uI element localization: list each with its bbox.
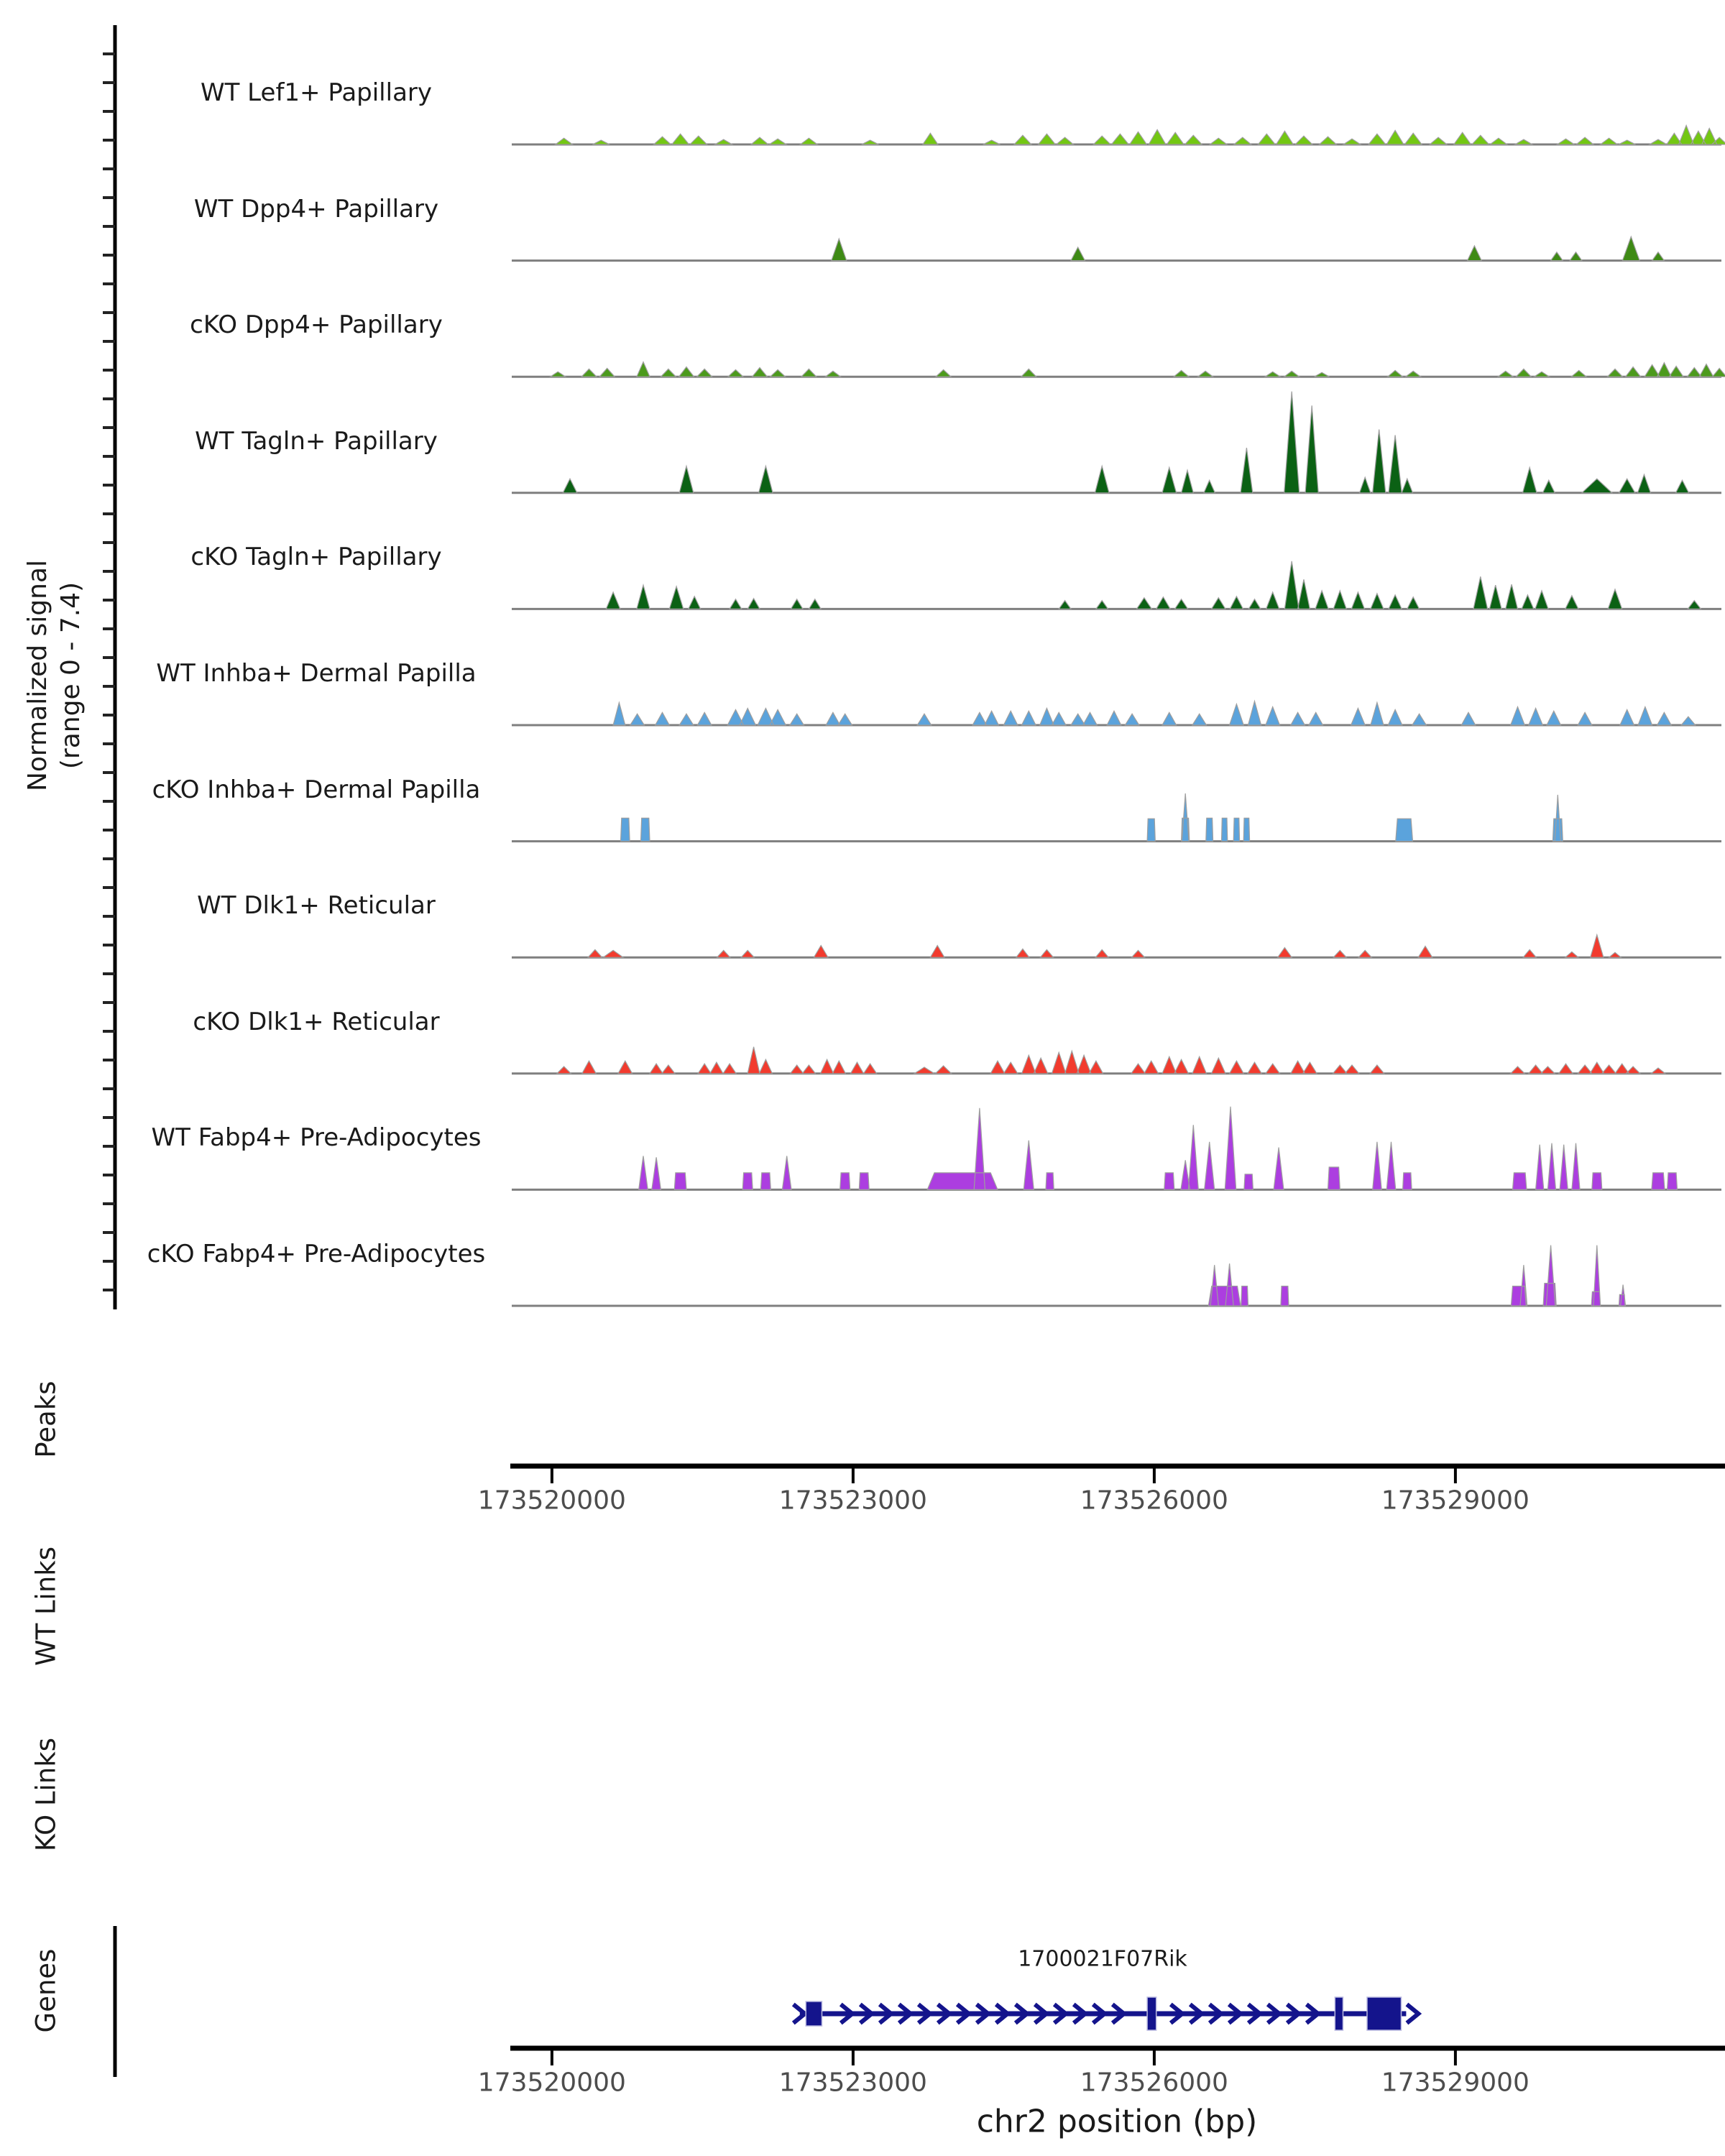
track-label: cKO Dlk1+ Reticular [193, 1007, 440, 1036]
section-label-genes: Genes [30, 1948, 62, 2033]
axis-tick-label: 173523000 [778, 2068, 927, 2098]
section-label-ko-links: KO Links [30, 1737, 62, 1852]
x-axis-label: chr2 position (bp) [976, 2103, 1258, 2140]
section-label-peaks: Peaks [30, 1381, 62, 1458]
track-label: WT Tagln+ Papillary [195, 426, 438, 456]
section-label-wt-links: WT Links [30, 1547, 62, 1666]
track-label: WT Inhba+ Dermal Papilla [156, 659, 477, 688]
axis-tick-label: 173526000 [1080, 1485, 1228, 1516]
axis-tick-label: 173520000 [477, 1485, 626, 1516]
track-label: cKO Tagln+ Papillary [190, 543, 442, 572]
track-label: cKO Fabp4+ Pre-Adipocytes [147, 1240, 486, 1268]
gene-name-label: 1700021F07Rik [1018, 1946, 1187, 1972]
axis-tick-label: 173529000 [1381, 1485, 1530, 1516]
y-axis-label [22, 560, 88, 791]
axis-tick-label: 173523000 [778, 1485, 927, 1516]
axis-tick-label: 173529000 [1381, 2068, 1530, 2098]
y-axis-label-line1: Normalized signal [23, 559, 52, 792]
track-label: WT Dpp4+ Papillary [193, 194, 439, 224]
track-label: cKO Dpp4+ Papillary [190, 310, 443, 340]
track-label: WT Lef1+ Papillary [200, 78, 433, 107]
track-label: WT Fabp4+ Pre-Adipocytes [151, 1123, 482, 1153]
axis-tick-label: 173520000 [477, 2068, 626, 2098]
y-axis-label-line2: (range 0 - 7.4) [56, 581, 86, 770]
track-label: cKO Inhba+ Dermal Papilla [152, 775, 481, 804]
axis-tick-label: 173526000 [1080, 2068, 1228, 2098]
track-label: WT Dlk1+ Reticular [197, 891, 436, 921]
